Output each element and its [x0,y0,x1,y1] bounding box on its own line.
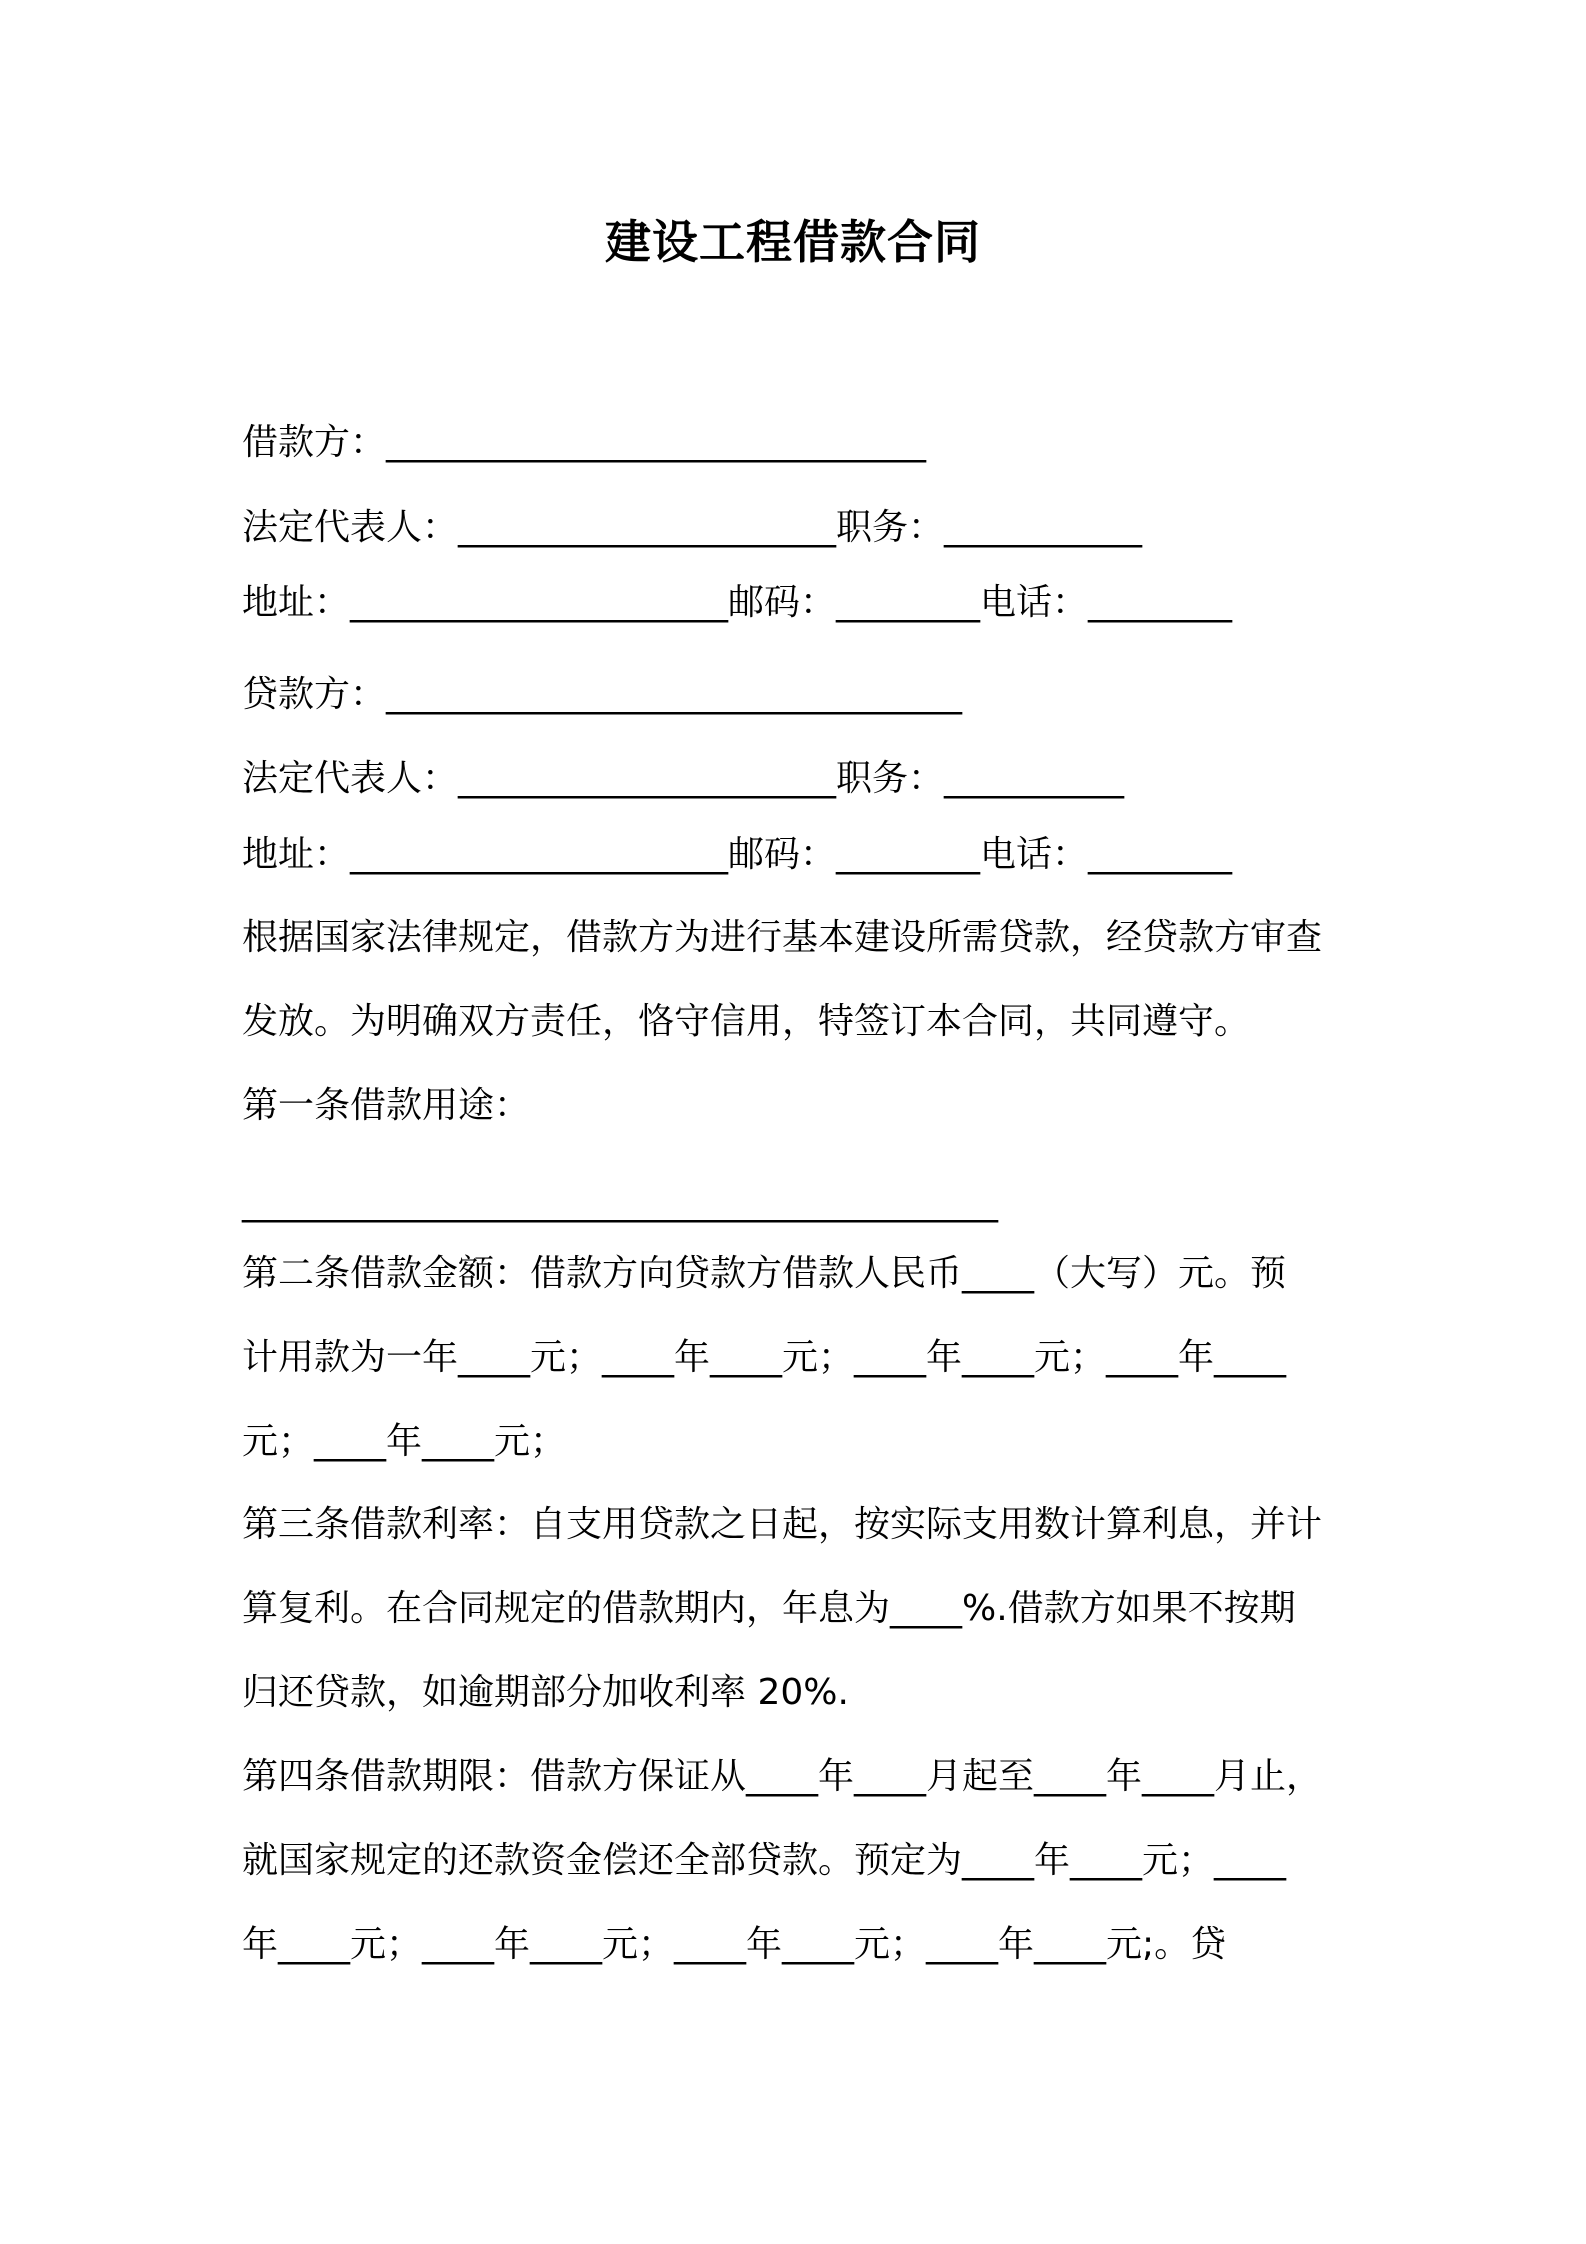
lender-line: 贷款方：________________________________ [242,674,963,715]
article-3-line-3: 归还贷款，如逾期部分加收利率 20%. [242,1672,849,1713]
article-4-line-1: 第四条借款期限：借款方保证从____年____月起至____年____月止， [242,1756,1323,1797]
article-3-line-1: 第三条借款利率：自支用贷款之日起，按实际支用数计算利息，并计 [242,1504,1323,1545]
article-2-line-3: 元；____年____元； [242,1421,567,1462]
article-4-line-2: 就国家规定的还款资金偿还全部贷款。预定为____年____元；____ [242,1840,1287,1881]
preamble-line-1: 根据国家法律规定，借款方为进行基本建设所需贷款，经贷款方审查 [242,917,1323,958]
lender-representative-line: 法定代表人：_____________________职务：__________ [242,758,1125,799]
article-2-line-1: 第二条借款金额：借款方向贷款方借款人民币____（大写）元。预 [242,1253,1287,1294]
borrower-address-line: 地址：_____________________邮码：________电话：________ [242,582,1233,623]
borrower-line: 借款方：______________________________ [242,422,927,463]
article-1-heading: 第一条借款用途： [242,1085,531,1126]
document-title: 建设工程借款合同 [605,215,981,269]
lender-address-line: 地址：_____________________邮码：________电话：________ [242,834,1233,875]
preamble-line-2: 发放。为明确双方责任，恪守信用，特签订本合同，共同遵守。 [242,1001,1251,1042]
article-4-line-3: 年____元；____年____元；____年____元；____年____元;。贷 [242,1924,1227,1965]
article-2-line-2: 计用款为一年____元；____年____元；____年____元；____年____ [242,1337,1287,1378]
article-1-blank: __________________________________________ [242,1182,998,1223]
article-3-line-2: 算复利。在合同规定的借款期内，年息为____%.借款方如果不按期 [242,1588,1296,1629]
borrower-representative-line: 法定代表人：_____________________职务：___________ [242,507,1143,548]
